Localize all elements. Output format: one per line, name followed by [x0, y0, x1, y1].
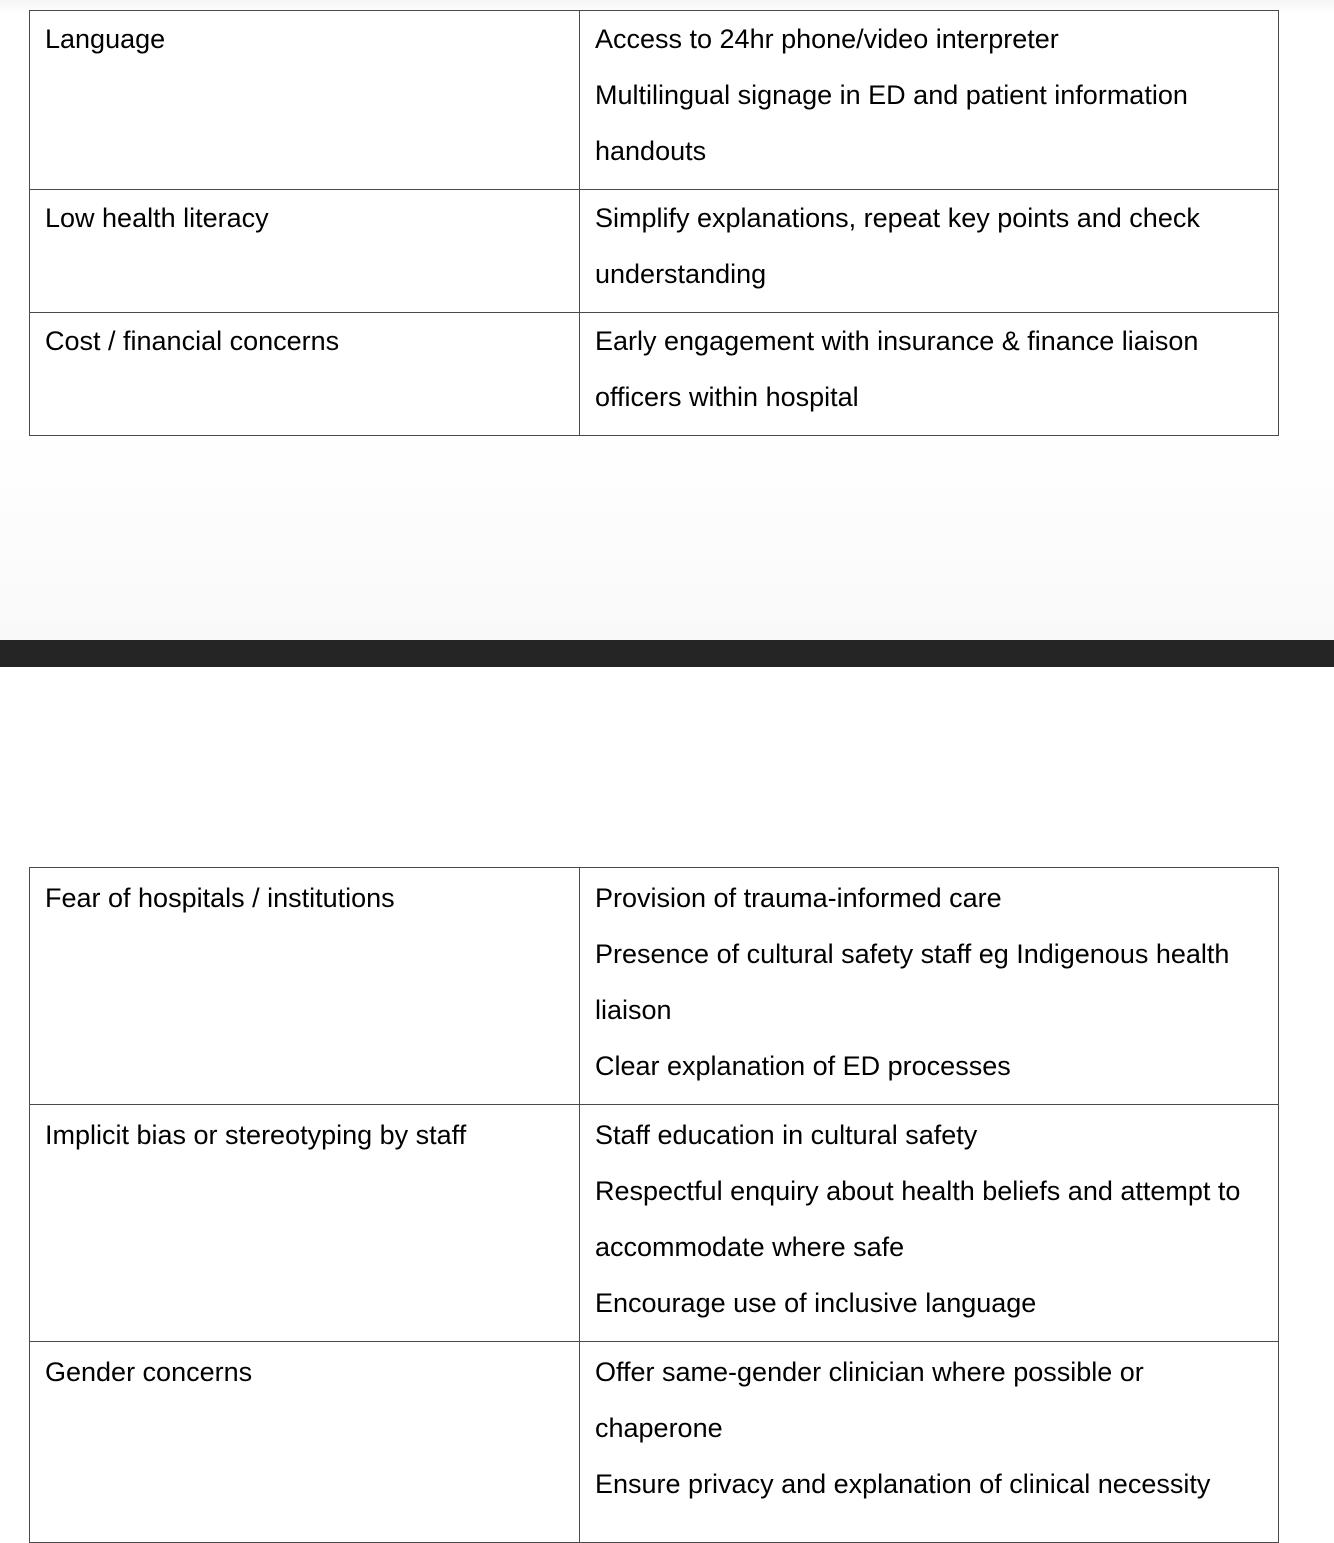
strategy-text: Early engagement with insurance & finance liaison officers within hospital	[595, 326, 1199, 412]
strategy-cell	[580, 868, 1279, 1105]
page-separator	[0, 640, 1334, 667]
table-row	[30, 313, 1279, 436]
strategy-text: Presence of cultural safety staff eg Indigenous health liaison	[595, 939, 1230, 1025]
strategy-text: Multilingual signage in ED and patient information handouts	[595, 80, 1188, 166]
document-page-top	[0, 0, 1334, 640]
barriers-table-bottom	[29, 867, 1279, 1543]
table-row	[30, 1105, 1279, 1342]
strategy-text: Provision of trauma-informed care	[595, 883, 1002, 913]
barrier-cell	[30, 1105, 580, 1342]
strategy-text: Staff education in cultural safety	[595, 1120, 978, 1150]
barrier-cell	[30, 313, 580, 436]
barrier-cell	[30, 11, 580, 190]
barrier-text: Fear of hospitals / institutions	[45, 883, 395, 913]
strategy-cell	[580, 1342, 1279, 1543]
strategy-text: Ensure privacy and explanation of clinical necessity	[595, 1469, 1211, 1499]
strategy-text: Clear explanation of ED processes	[595, 1051, 1011, 1081]
barrier-text: Cost / financial concerns	[45, 326, 340, 356]
barrier-text: Implicit bias or stereotyping by staff	[45, 1120, 467, 1150]
strategy-text: Encourage use of inclusive language	[595, 1288, 1037, 1318]
strategy-cell	[580, 313, 1279, 436]
barrier-text: Low health literacy	[45, 203, 269, 233]
barrier-text: Gender concerns	[45, 1357, 253, 1387]
strategy-text: Respectful enquiry about health beliefs and attempt to accommodate where safe	[595, 1176, 1241, 1262]
table-row	[30, 190, 1279, 313]
barriers-table-top	[29, 10, 1279, 436]
table-row	[30, 1342, 1279, 1543]
document-page-bottom	[0, 667, 1334, 1499]
strategy-cell	[580, 11, 1279, 190]
table-row	[30, 11, 1279, 190]
strategy-cell	[580, 190, 1279, 313]
barrier-cell	[30, 868, 580, 1105]
strategy-text: Simplify explanations, repeat key points and check understanding	[595, 203, 1200, 289]
table-row	[30, 868, 1279, 1105]
barrier-text: Language	[45, 24, 166, 54]
barrier-cell	[30, 1342, 580, 1543]
strategy-cell	[580, 1105, 1279, 1342]
barrier-cell	[30, 190, 580, 313]
strategy-text: Offer same-gender clinician where possible or chaperone	[595, 1357, 1144, 1443]
strategy-text: Access to 24hr phone/video interpreter	[595, 24, 1059, 54]
